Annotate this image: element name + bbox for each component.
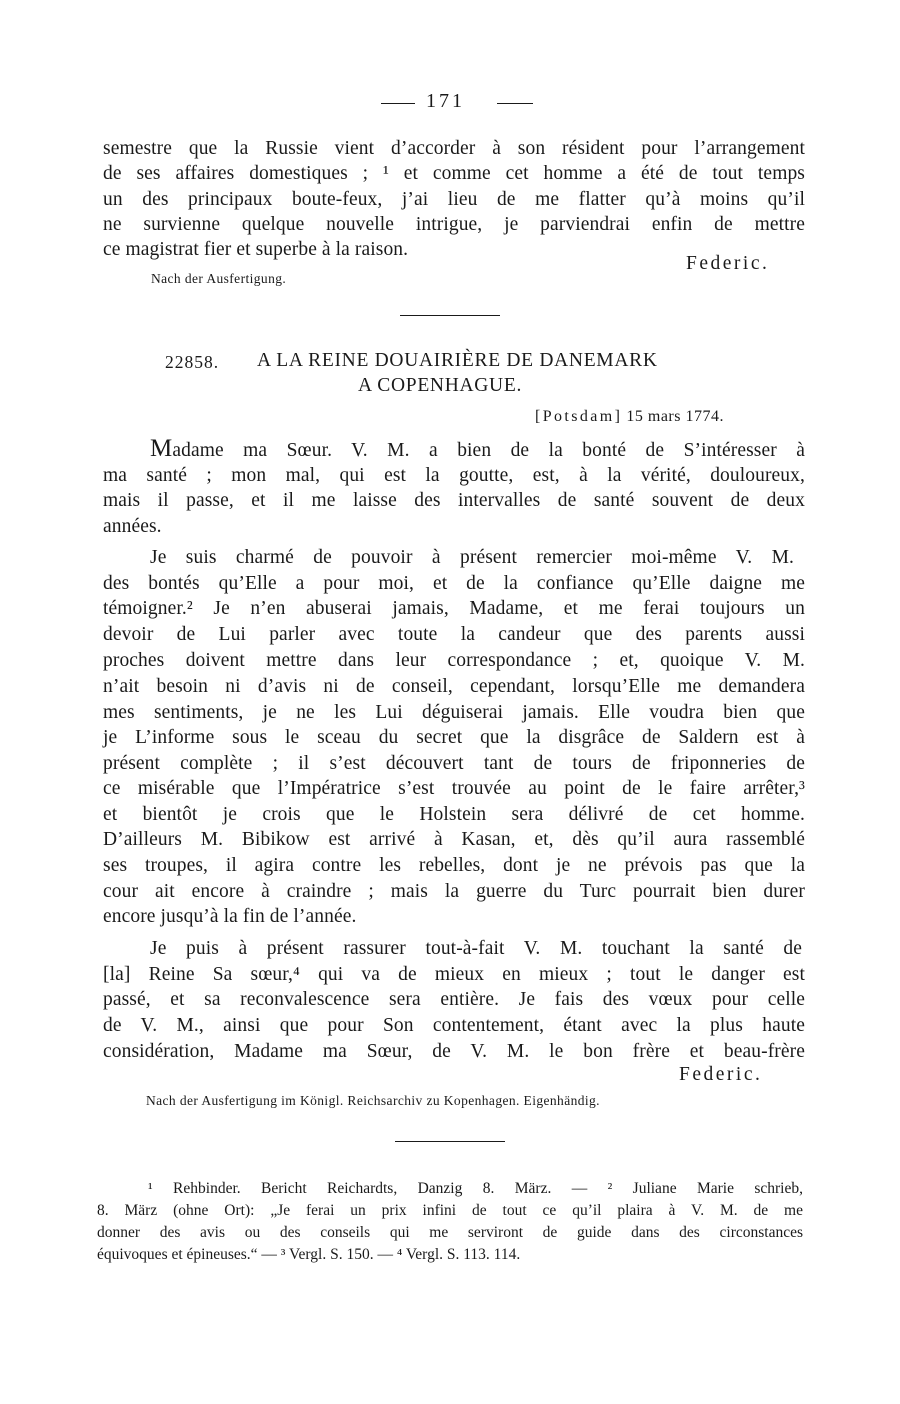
text-line: ce magistrat fier et superbe à la raison. [103, 239, 409, 260]
text-line: semestre que la Russie vient d’accorder à son résident pour l’arrangement [103, 138, 805, 159]
letter-heading-line2: A COPENHAGUE. [358, 375, 523, 396]
text-line: Je puis à présent rassurer tout-à-fait V. M. touchant la santé de [150, 938, 802, 959]
text-line: mais il passe, et il me laisse des intervalles de santé souvent de deux [103, 490, 805, 511]
letter-number: 22858. [165, 352, 220, 372]
text-line: des bontés qu’Elle a pour moi, et de la confiance qu’Elle daigne me [103, 573, 805, 594]
text-line: témoigner.² Je n’en abuserai jamais, Madame, et me ferai toujours un [103, 598, 805, 619]
text-line: je L’informe sous le sceau du secret que la disgrâce de Saldern est à [103, 727, 805, 748]
text-line: n’ait besoin ni d’avis ni de conseil, cependant, lorsqu’Elle me demandera [103, 676, 805, 697]
text-line: Je suis charmé de pouvoir à présent remercier moi-même V. M. [150, 547, 794, 568]
header-rule-left [381, 103, 415, 104]
text-line: D’ailleurs M. Bibikow est arrivé à Kasan, et, dès qu’il aura rassemblé [103, 829, 805, 850]
letter-heading-line1: A LA REINE DOUAIRIÈRE DE DANEMARK [257, 350, 658, 371]
text-line: présent complète ; il s’est découvert tant de tours de friponneries de [103, 753, 805, 774]
footnote-line: équivoques et épineuses.“ — ³ Vergl. S. 150. — ⁴ Vergl. S. 113. 114. [97, 1246, 521, 1263]
footnote-line: donner des avis ou des conseils qui me serviront de guide dans des circonstances [97, 1224, 803, 1241]
text-line: années. [103, 516, 162, 537]
letter-source-note: Nach der Ausfertigung im Königl. Reichsarchiv zu Kopenhagen. Eigenhändig. [146, 1093, 600, 1108]
prev-letter-source-note: Nach der Ausfertigung. [151, 271, 287, 286]
letter-signature: Federic. [679, 1064, 763, 1085]
header-rule-right [497, 103, 533, 104]
text-line: Madame ma Sœur. V. M. a bien de la bonté de S’intéresser à [150, 435, 805, 462]
text-line: cour ait encore à craindre ; mais la guerre du Turc pourrait bien durer [103, 881, 805, 902]
text-line: et bientôt je crois que le Holstein sera délivré de cet homme. [103, 804, 805, 825]
text-line: ce misérable que l’Impératrice s’est trouvée au point de le faire arrêter,³ [103, 778, 805, 799]
text-line: de ses affaires domestiques ; ¹ et comme cet homme a été de tout temps [103, 163, 805, 184]
letter-place: [Potsdam] [535, 408, 623, 425]
text-line: considération, Madame ma Sœur, de V. M. le bon frère et beau-frère [103, 1041, 805, 1062]
text-line: [la] Reine Sa sœur,⁴ qui va de mieux en mieux ; tout le danger est [103, 964, 805, 985]
text-line: de V. M., ainsi que pour Son contentement, étant avec la plus haute [103, 1015, 805, 1036]
section-divider [400, 315, 500, 316]
text-line: devoir de Lui parler avec toute la candeur que des parents aussi [103, 624, 805, 645]
footnote-divider [395, 1141, 505, 1142]
prev-letter-signature: Federic. [686, 253, 770, 274]
salutation-initial: M [150, 435, 173, 462]
letter-dateline [535, 408, 724, 426]
text-line: proches doivent mettre dans leur correspondance ; et, quoique V. M. [103, 650, 805, 671]
text-line: un des principaux boute-feux, j’ai lieu de me flatter qu’à moins qu’il [103, 189, 805, 210]
text-line: mes sentiments, je ne les Lui déguiserai jamais. Elle voudra bien que [103, 702, 805, 723]
letter-date: 15 mars 1774. [626, 408, 724, 425]
footnote-line: 8. März (ohne Ort): „Je ferai un prix infini de tout ce qu’il plaira à V. M. de me [97, 1202, 803, 1219]
text-line: ma santé ; mon mal, qui est la goutte, est, à la vérité, douloureux, [103, 465, 805, 486]
footnote-line: ¹ Rehbinder. Bericht Reichardts, Danzig 8. März. — ² Juliane Marie schrieb, [148, 1180, 803, 1197]
text-line: encore jusqu’à la fin de l’année. [103, 906, 357, 927]
text-line: ses troupes, il agira contre les rebelles, dont je ne prévois pas que la [103, 855, 805, 876]
text-line: ne survienne quelque nouvelle intrigue, je parviendrai enfin de mettre [103, 214, 805, 235]
page-number: 171 [426, 90, 465, 112]
text-line: passé, et sa reconvalescence sera entière. Je fais des vœux pour celle [103, 989, 805, 1010]
